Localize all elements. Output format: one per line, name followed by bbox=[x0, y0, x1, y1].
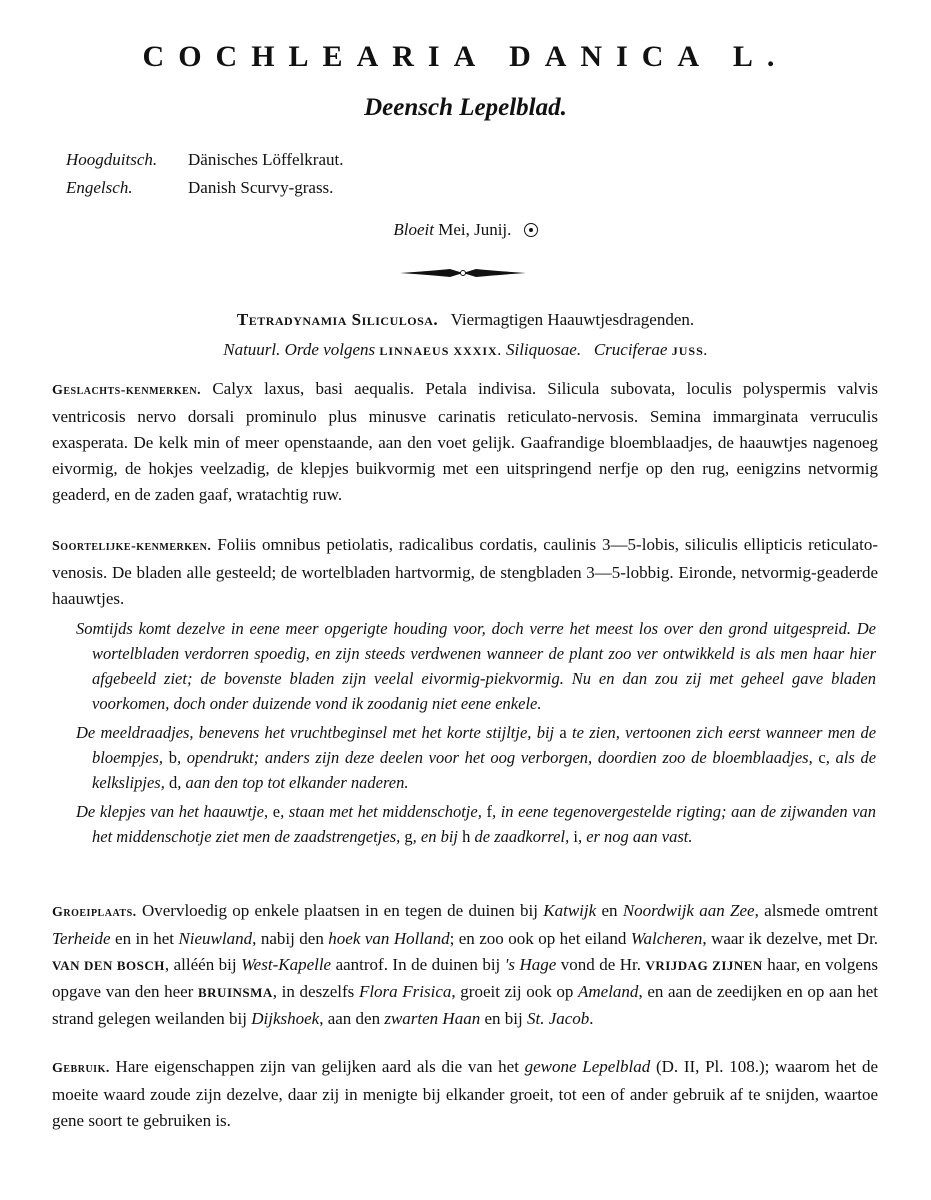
section-text: Calyx laxus, basi aequalis. Petala indivisa. Silicula subovata, loculis polyspermis valvis ventricosis nervo dorsali prominulo plus minusve carinatis reticulato-nervosis. Semina immarginata verruculis exasperata. De kelk min of meer openstaande, aan den voet gelijk. Gaafrandige bloemblaadjes, de haauwtjes nagenoeg eivormig, de hokjes veelzadig, de klepjes buikvormig met een uitspringend nerfje op den rug, eenigzins netvormig geaderd, en de zaden gaaf, wratachtig ruw. bbox=[52, 379, 878, 504]
section-text: Foliis omnibus petiolatis, radicalibus cordatis, caulinis 3—5-lobis, siliculis ellipticis reticulato-venosis. De bladen alle gesteeld; de wortelbladen hartvormig, de stengbladen 3—5-lobbig. Eironde, netvormig-geaderde haauwtjes. bbox=[52, 535, 879, 608]
figure-letter: h bbox=[462, 827, 471, 846]
figure-letter: e bbox=[272, 802, 281, 821]
section-text: , nabij den bbox=[252, 929, 324, 948]
section-text: , waar ik dezelve, met Dr. bbox=[702, 929, 879, 948]
note-text: , opendrukt; anders zijn deze deelen voor het oog verborgen, doordien zoo de bloemblaadjes, bbox=[176, 748, 813, 767]
section-text: en bij bbox=[484, 1009, 523, 1028]
place-name: 's Hage bbox=[504, 955, 557, 974]
person-name: VRIJDAG ZIJNEN bbox=[645, 958, 763, 973]
notes-block bbox=[76, 616, 876, 853]
note-text: , als de kelkslipjes, bbox=[92, 748, 877, 792]
book-title: Flora Frisica bbox=[358, 982, 452, 1001]
section-text: , alsmede omtrent bbox=[754, 901, 879, 920]
name-row bbox=[66, 174, 343, 202]
figure-letter: g bbox=[404, 827, 413, 846]
section-text: , groeit zij ook op bbox=[451, 982, 574, 1001]
section-text: en in het bbox=[115, 929, 174, 948]
note-text: De klepjes van het haauwtje, bbox=[76, 802, 269, 821]
section-text: (D. II, Pl. 108.); waarom het de moeite waard zoude zijn dezelve, daar zij in menigte bij elkander groeit, tot een of ander gebruik af te snijden, waartoe gene soort te gebruiken is. bbox=[52, 1057, 879, 1130]
note-text: Somtijds komt dezelve in eene meer opgerigte houding voor, doch verre het meest los over den grond uitgespreid. De wortelbladen verdorren spoedig, en zijn steeds verdwenen wanneer de plant zoo ver ontwikkeld is als men haar hier afgebeeld ziet; de bovenste bladen zijn veelal eivormig-piekvormig. Nu en dan zou zij met geheel gave bladen voorkomen, doch onder duizende vond ik zoodanig niet eene enkele. bbox=[76, 619, 876, 713]
flowering-label: Bloeit bbox=[393, 220, 434, 239]
plant-name: gewone Lepelblad bbox=[524, 1057, 651, 1076]
natural-order-line bbox=[0, 340, 931, 360]
place-name: Ameland bbox=[578, 982, 639, 1001]
habitat-section bbox=[52, 898, 878, 1032]
section-text: vond de Hr. bbox=[560, 955, 641, 974]
place-name: West-Kapelle bbox=[241, 955, 332, 974]
linnaeus-ref: LINNAEUS XXXIX. bbox=[379, 344, 502, 358]
place-name: hoek van Holland bbox=[328, 929, 450, 948]
note-text: , er nog aan vast. bbox=[577, 827, 693, 846]
linnaean-class-dutch: Viermagtigen Haauwtjesdragenden. bbox=[450, 310, 695, 329]
figure-letter: a bbox=[559, 723, 567, 742]
note-text: te zien, vertoonen zich eerst wanneer men de bloempjes, bbox=[92, 723, 877, 767]
note-text: , en bij bbox=[412, 827, 458, 846]
note-text: , staan met het middenschotje, bbox=[280, 802, 482, 821]
section-text: , in deszelfs bbox=[272, 982, 355, 1001]
place-name: Dijkshoek bbox=[251, 1009, 320, 1028]
figure-letter: i bbox=[573, 827, 578, 846]
note-text: , aan den top tot elkander naderen. bbox=[177, 773, 409, 792]
flowering-months: Mei, Junij. bbox=[438, 220, 512, 239]
species-characters bbox=[52, 532, 878, 612]
name-value: Danish Scurvy-grass. bbox=[188, 178, 334, 197]
figure-letter: f bbox=[486, 802, 492, 821]
classification-line bbox=[0, 310, 931, 330]
note-text: De meeldraadjes, benevens het vruchtbeginsel met het korte stijltje, bij bbox=[76, 723, 555, 742]
note-paragraph bbox=[76, 616, 876, 716]
note-paragraph bbox=[76, 799, 876, 849]
name-value: Dänisches Löffelkraut. bbox=[188, 150, 344, 169]
use-section bbox=[52, 1054, 878, 1134]
page-title: COCHLEARIA DANICA L. bbox=[142, 40, 789, 73]
place-name: Katwijk bbox=[543, 901, 597, 920]
person-name: VAN DEN BOSCH bbox=[52, 958, 165, 973]
common-names bbox=[66, 146, 343, 202]
section-text: , aan den bbox=[319, 1009, 381, 1028]
section-heading: Gebruik. bbox=[52, 1061, 110, 1076]
place-name: zwarten Haan bbox=[384, 1009, 481, 1028]
place-name: Nieuwland bbox=[178, 929, 253, 948]
genus-characters bbox=[52, 376, 878, 508]
person-name: BRUINSMA bbox=[198, 985, 273, 1000]
place-name: Noordwijk aan Zee bbox=[622, 901, 755, 920]
figure-letter: b bbox=[168, 748, 177, 767]
section-heading: Soortelijke-kenmerken. bbox=[52, 539, 212, 554]
section-heading: Geslachts-kenmerken. bbox=[52, 383, 202, 398]
name-language: Engelsch. bbox=[66, 178, 133, 197]
note-text: , in eene tegenovergestelde rigting; aan de zijwanden van het middenschotje ziet men de zaadstrengetjes, bbox=[92, 802, 877, 846]
note-text: de zaadkorrel, bbox=[474, 827, 570, 846]
figure-letter: c bbox=[818, 748, 826, 767]
family-name: Cruciferae bbox=[593, 340, 668, 359]
name-language: Hoogduitsch. bbox=[66, 150, 158, 169]
section-heading: Groeiplaats. bbox=[52, 905, 137, 920]
order-prefix: Natuurl. Orde volgens bbox=[223, 340, 376, 359]
section-text: aantrof. In de duinen bij bbox=[335, 955, 501, 974]
figure-letter: d bbox=[168, 773, 178, 792]
section-text: , en aan de zeedijken en op aan het strand gelegen weilanden bij bbox=[52, 982, 878, 1028]
section-text: Hare eigenschappen zijn van gelijken aard als die van het bbox=[115, 1057, 519, 1076]
ornament-divider-icon bbox=[400, 266, 526, 280]
section-text: . bbox=[589, 1009, 594, 1028]
place-name: St. Jacob bbox=[526, 1009, 590, 1028]
place-name: Terheide bbox=[52, 929, 111, 948]
linnaean-class: Tetradynamia Siliculosa. bbox=[236, 310, 439, 329]
section-text: , alléén bij bbox=[164, 955, 237, 974]
section-text: haar, en volgens opgave van den heer bbox=[52, 955, 878, 1001]
annual-symbol-icon bbox=[524, 223, 538, 237]
section-text: ; en zoo ook op het eiland bbox=[449, 929, 627, 948]
page-subtitle: Deensch Lepelblad. bbox=[364, 94, 567, 121]
flowering-line bbox=[0, 220, 931, 240]
order-name: Siliquosae. bbox=[505, 340, 582, 359]
note-paragraph bbox=[76, 720, 876, 795]
section-text: en bbox=[601, 901, 618, 920]
place-name: Walcheren bbox=[630, 929, 703, 948]
section-text: Overvloedig op enkele plaatsen in en tegen de duinen bij bbox=[141, 901, 538, 920]
jussieu-ref: JUSS. bbox=[671, 344, 708, 358]
name-row bbox=[66, 146, 343, 174]
